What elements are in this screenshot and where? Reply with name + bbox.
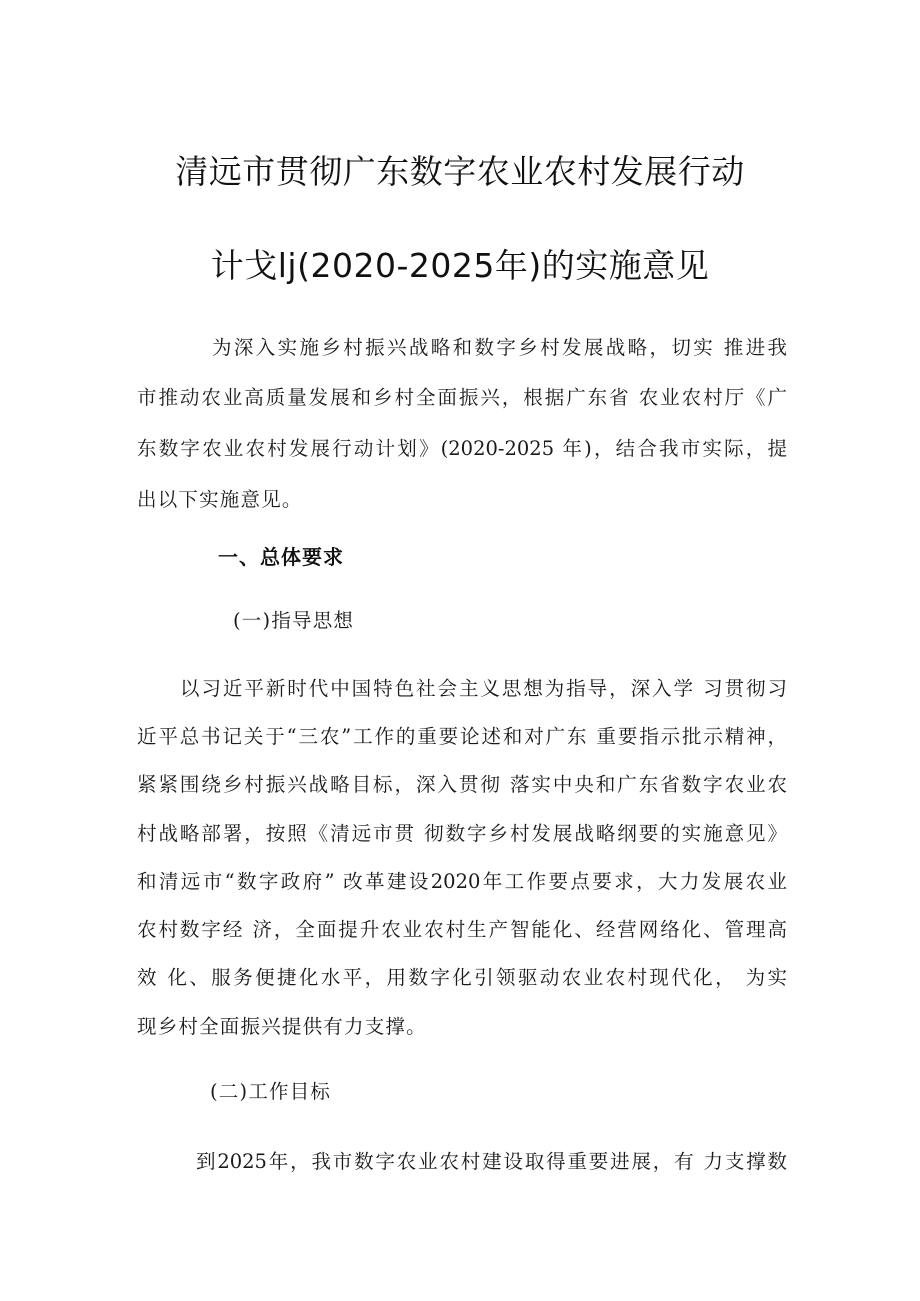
goals-line-1: 到2025年，我市数字农业农村建设取得重要进展，有 力支撑数 [196,1150,787,1173]
document-title-line-2: 计戈lj(2020-2025年)的实施意见 [210,246,710,285]
document-title-line-1: 清远市贯彻广东数字农业农村发展行动 [175,152,745,191]
guiding-line-2: 近平总书记关于“三农”工作的重要论述和对广东 重要指示批示精神， [137,725,787,748]
guiding-line-4: 村战略部署，按照《清远市贯 彻数字乡村发展战略纲要的实施意见》 [137,822,787,845]
section-heading-overall-requirements: 一、总体要求 [218,545,344,569]
guiding-line-6: 农村数字经 济，全面提升农业农村生产智能化、经营网络化、管理高 [137,918,787,941]
guiding-line-1: 以习近平新时代中国特色社会主义思想为指导，深入学 习贯彻习 [180,677,787,700]
intro-line-3: 东数字农业农村发展行动计划》(2020-2025 年)，结合我市实际，提 [137,437,787,460]
subsection-heading-guiding-thought: (一)指导思想 [233,609,355,632]
intro-line-2: 市推动农业高质量发展和乡村全面振兴，根据广东省 农业农村厅《广 [137,386,787,409]
guiding-line-5: 和清远市“数字政府” 改革建设2020年工作要点要求，大力发展农业 [137,870,787,893]
intro-line-1: 为深入实施乡村振兴战略和数字乡村发展战略，切实 推进我 [212,336,787,359]
guiding-line-7: 效 化、服务便捷化水平，用数字化引领驱动农业农村现代化， 为实 [137,966,787,989]
intro-line-4: 出以下实施意见。 [137,488,303,511]
guiding-line-8: 现乡村全面振兴提供有力支撑。 [137,1015,427,1038]
subsection-heading-work-goals: (二)工作目标 [210,1080,332,1103]
guiding-line-3: 紧紧围绕乡村振兴战略目标，深入贯彻 落实中央和广东省数字农业农 [137,773,787,796]
